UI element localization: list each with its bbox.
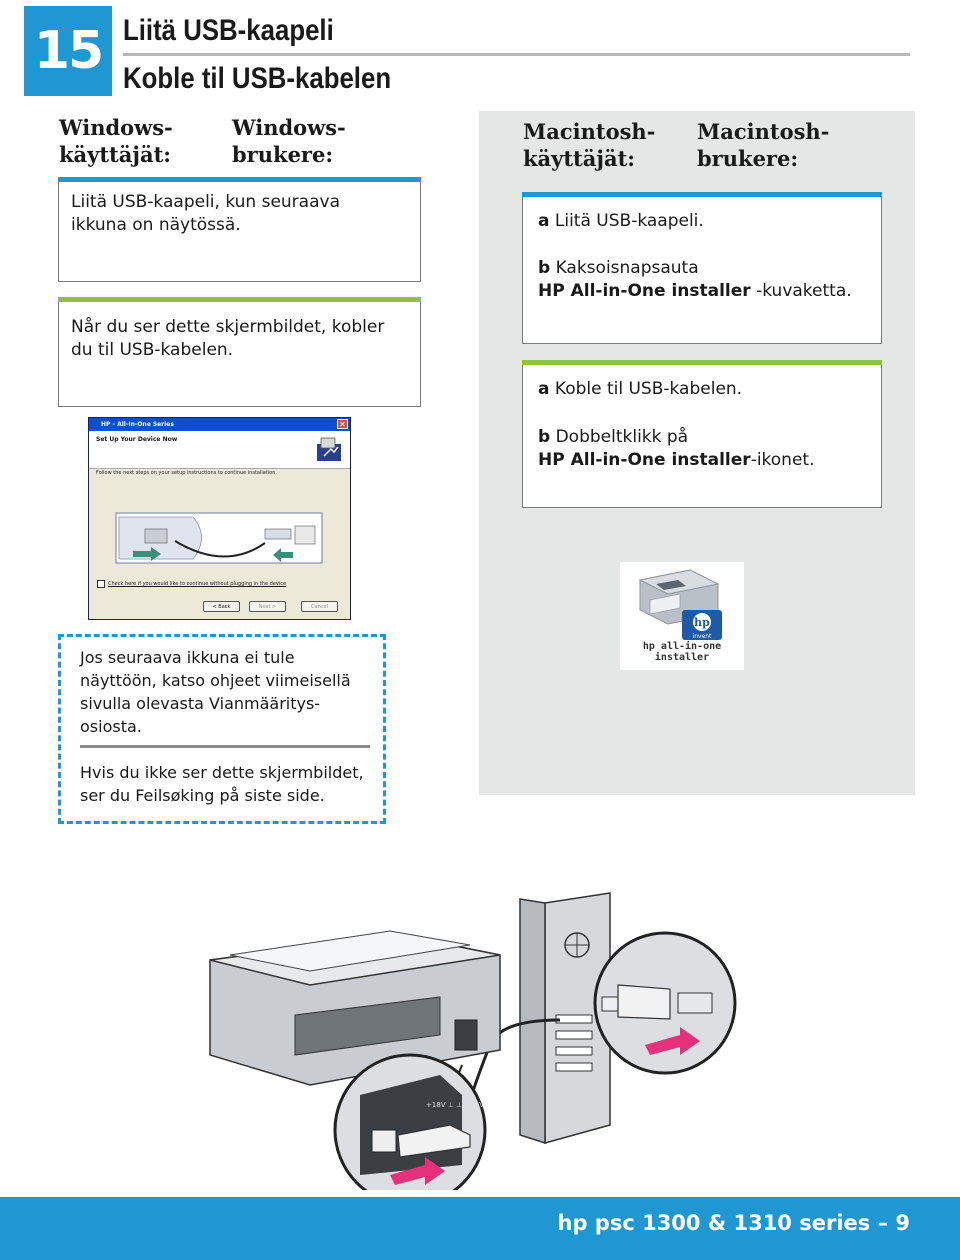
back-button[interactable]: < Back: [203, 601, 240, 612]
dialog-instruction: Follow the next steps on your setup instructions to continue installation.: [96, 470, 277, 476]
title-divider: [123, 53, 910, 56]
windows-instruction-box-fi: [58, 181, 421, 282]
windows-heading-no: Windows- brukere:: [232, 115, 346, 167]
footer-page-label: hp psc 1300 & 1310 series – 9: [557, 1211, 910, 1235]
windows-heading-fi: Windows- käyttäjät:: [59, 115, 173, 167]
windows-text-no: Når du ser dette skjermbildet, kobler du til USB-kabelen.: [71, 317, 385, 360]
installer-icon-label: hp all-in-one installer: [642, 641, 722, 663]
dialog-checkbox[interactable]: [97, 580, 286, 588]
hp-installer-icon[interactable]: [620, 562, 744, 670]
note-divider: [80, 745, 370, 748]
mac-instruction-box-no: [522, 364, 882, 508]
box-accent-green: [58, 297, 421, 302]
mac-step-b-fi: b Kaksoisnapsauta HP All-in-One installer -kuvaketta.: [538, 258, 852, 301]
mac-step-b-no: b Dobbeltklikk på HP All-in-One installer-ikonet.: [538, 427, 815, 470]
windows-text-fi: Liitä USB-kaapeli, kun seuraava ikkuna on näytössä.: [71, 192, 340, 235]
box-accent-green: [522, 360, 882, 365]
box-accent-blue: [58, 177, 421, 182]
setup-wizard-icon: [314, 434, 344, 464]
checkbox-box[interactable]: [97, 580, 105, 588]
note-text-fi: Jos seuraava ikkuna ei tule näyttöön, katso ohjeet viimeisellä sivulla olevasta Vianmääritys-osiosta.: [80, 648, 351, 736]
dialog-titlebar: [89, 418, 350, 431]
close-icon[interactable]: ✕: [337, 419, 348, 429]
printer-computer-usb-illustration: [200, 885, 740, 1190]
mac-heading-no: Macintosh- brukere:: [697, 119, 830, 171]
windows-instruction-box-no: [58, 301, 421, 407]
dialog-header: [89, 431, 350, 469]
svg-text:+18V ⊥ ⊥ +32V: +18V ⊥ ⊥ +32V: [426, 1101, 484, 1109]
note-text-no: Hvis du ikke ser dette skjermbildet, ser du Feilsøking på siste side.: [80, 763, 364, 805]
box-accent-blue: [522, 192, 882, 197]
next-button[interactable]: Next >: [249, 601, 286, 612]
cancel-button[interactable]: Cancel: [301, 601, 338, 612]
step-number: 15: [24, 6, 112, 96]
usb-connection-illustration: [115, 511, 325, 566]
checkbox-label: Check here if you would like to continue without plugging in the device: [108, 581, 287, 587]
svg-text:hp: hp: [694, 616, 710, 629]
mac-step-a-fi: a Liitä USB-kaapeli.: [538, 211, 704, 231]
mac-step-a-no: a Koble til USB-kabelen.: [538, 379, 743, 399]
setup-dialog-screenshot: [88, 417, 351, 620]
mac-heading-fi: Macintosh- käyttäjät:: [523, 119, 656, 171]
dialog-title: HP - All-In-One Series: [101, 421, 174, 428]
svg-text:invent: invent: [692, 633, 712, 640]
page-title-no: Koble til USB-kabelen: [123, 62, 392, 95]
page-title-fi: Liitä USB-kaapeli: [123, 14, 334, 47]
printer-hp-icon: [620, 562, 744, 642]
dialog-header-title: Set Up Your Device Now: [96, 436, 178, 443]
mac-instruction-box-fi: [522, 196, 882, 344]
